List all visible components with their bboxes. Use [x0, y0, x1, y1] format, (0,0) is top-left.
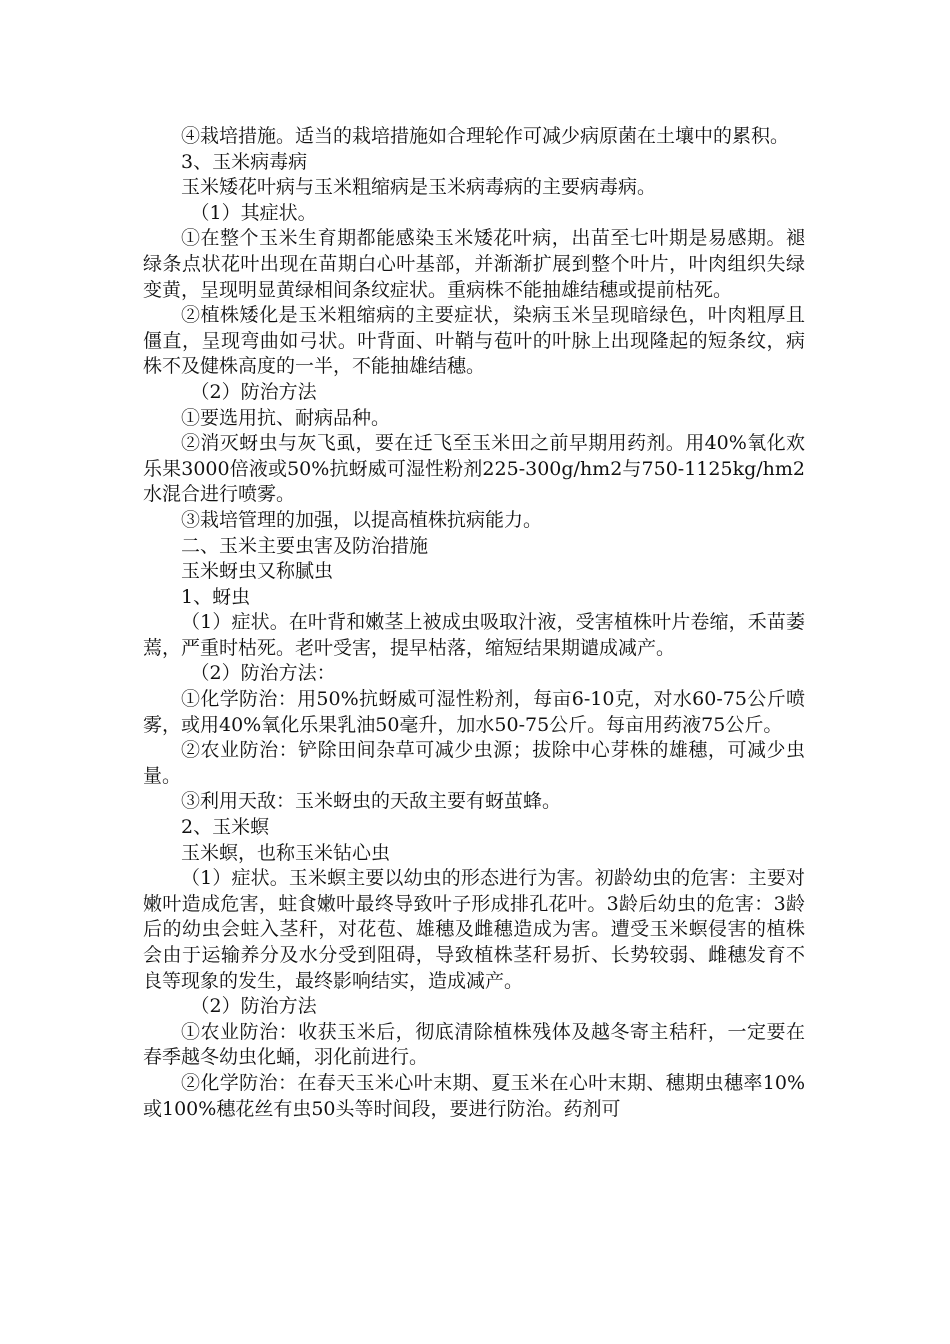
- heading-corn-borer: 2、玉米螟: [181, 816, 270, 839]
- paragraph-chemical-control: ①化学防治：用50%抗蚜威可湿性粉剂，每亩6-10克，对水60-75公斤喷雾，或用40%氧化乐果乳油50毫升，加水50-75公斤。每亩用药液75公斤。: [143, 688, 805, 736]
- paragraph-borer-agricultural-control: ①农业防治：收获玉米后，彻底清除植株残体及越冬寄主秸秆，一定要在春季越冬幼虫化蛹，羽化前进行。: [143, 1020, 805, 1069]
- paragraph-aphid-symptoms: （1）症状。在叶背和嫩茎上被成虫吸取汁液，受害植株叶片卷缩，禾苗萎蔫，严重时枯死。老叶受害，提早枯落，缩短结果期谴成减产。: [143, 611, 805, 659]
- paragraph-cultivation-measures: ④栽培措施。适当的栽培措施如合理轮作可减少病原菌在土壤中的累积。: [181, 125, 790, 147]
- paragraph-corn-borer-alias: 玉米螟，也称玉米钻心虫: [181, 841, 391, 864]
- paragraph-corn-borer-symptoms: （1）症状。玉米螟主要以幼虫的形态进行为害。初龄幼虫的危害：主要对嫩叶造成危害，蛀食嫩叶最终导致叶子形成排孔花叶。3龄后幼虫的危害：3龄后的幼虫会蛀入茎秆，对花苞、雄穗及雌穗造成为害。遭受玉米螟侵害的植株会由于运输养分及水分受到阻碍，导致植株茎秆易折、长势较弱、雌穗发育不良等现象的发生，最终影响结实，造成减产。: [143, 867, 805, 992]
- paragraph-resistant-varieties: ①要选用抗、耐病品种。: [181, 406, 391, 429]
- paragraph-agricultural-control: ②农业防治：铲除田间杂草可减少虫源；拔除中心芽株的雄穗，可减少虫量。: [143, 739, 805, 787]
- paragraph-cultivation-management: ③栽培管理的加强，以提高植株抗病能力。: [181, 508, 543, 531]
- paragraph-virus-intro: 玉米矮花叶病与玉米粗缩病是玉米病毒病的主要病毒病。: [181, 176, 657, 199]
- subheading-corn-borer-control: （2）防治方法: [190, 995, 317, 1018]
- paragraph-rough-dwarf: ②植株矮化是玉米粗缩病的主要症状，染病玉米呈现暗绿色，叶肉粗厚且僵直，呈现弯曲如弓状。叶背面、叶鞘与苞叶的叶脉上出现隆起的短条纹，病株不及健株高度的一半，不能抽雄结穗。: [143, 304, 805, 378]
- heading-pests: 二、玉米主要虫害及防治措施: [181, 534, 429, 557]
- paragraph-aphid-alias: 玉米蚜虫又称腻虫: [181, 560, 334, 583]
- paragraph-borer-chemical-control: ②化学防治：在春天玉米心叶末期、夏玉米在心叶末期、穗期虫穗率10%或100%穗花丝有虫50头等时间段，要进行防治。药剂可: [143, 1071, 805, 1120]
- paragraph-eliminate-aphids: ②消灭蚜虫与灰飞虱，要在迁飞至玉米田之前早期用药剂。用40%氧化欢乐果3000倍液或50%抗蚜威可湿性粉剂225-300g/hm2与750-1125kg/hm2水混合进行喷雾。: [143, 432, 805, 506]
- document-body: [143, 124, 805, 1122]
- subheading-symptoms: （1）其症状。: [190, 201, 317, 224]
- subheading-aphid-control: （2）防治方法：: [190, 662, 336, 685]
- heading-aphid: 1、蚜虫: [181, 585, 251, 608]
- subheading-control-methods: （2）防治方法: [190, 380, 317, 403]
- paragraph-natural-enemies: ③利用天敌：玉米蚜虫的天敌主要有蚜茧蜂。: [181, 790, 562, 813]
- heading-virus-disease: 3、玉米病毒病: [181, 150, 308, 173]
- paragraph-dwarf-mosaic: ①在整个玉米生育期都能感染玉米矮花叶病，出苗至七叶期是易感期。褪绿条点状花叶出现在苗期白心叶基部，并渐渐扩展到整个叶片，叶肉组织失绿变黄，呈现明显黄绿相间条纹症状。重病株不能抽雄结穗或提前枯死。: [143, 227, 805, 301]
